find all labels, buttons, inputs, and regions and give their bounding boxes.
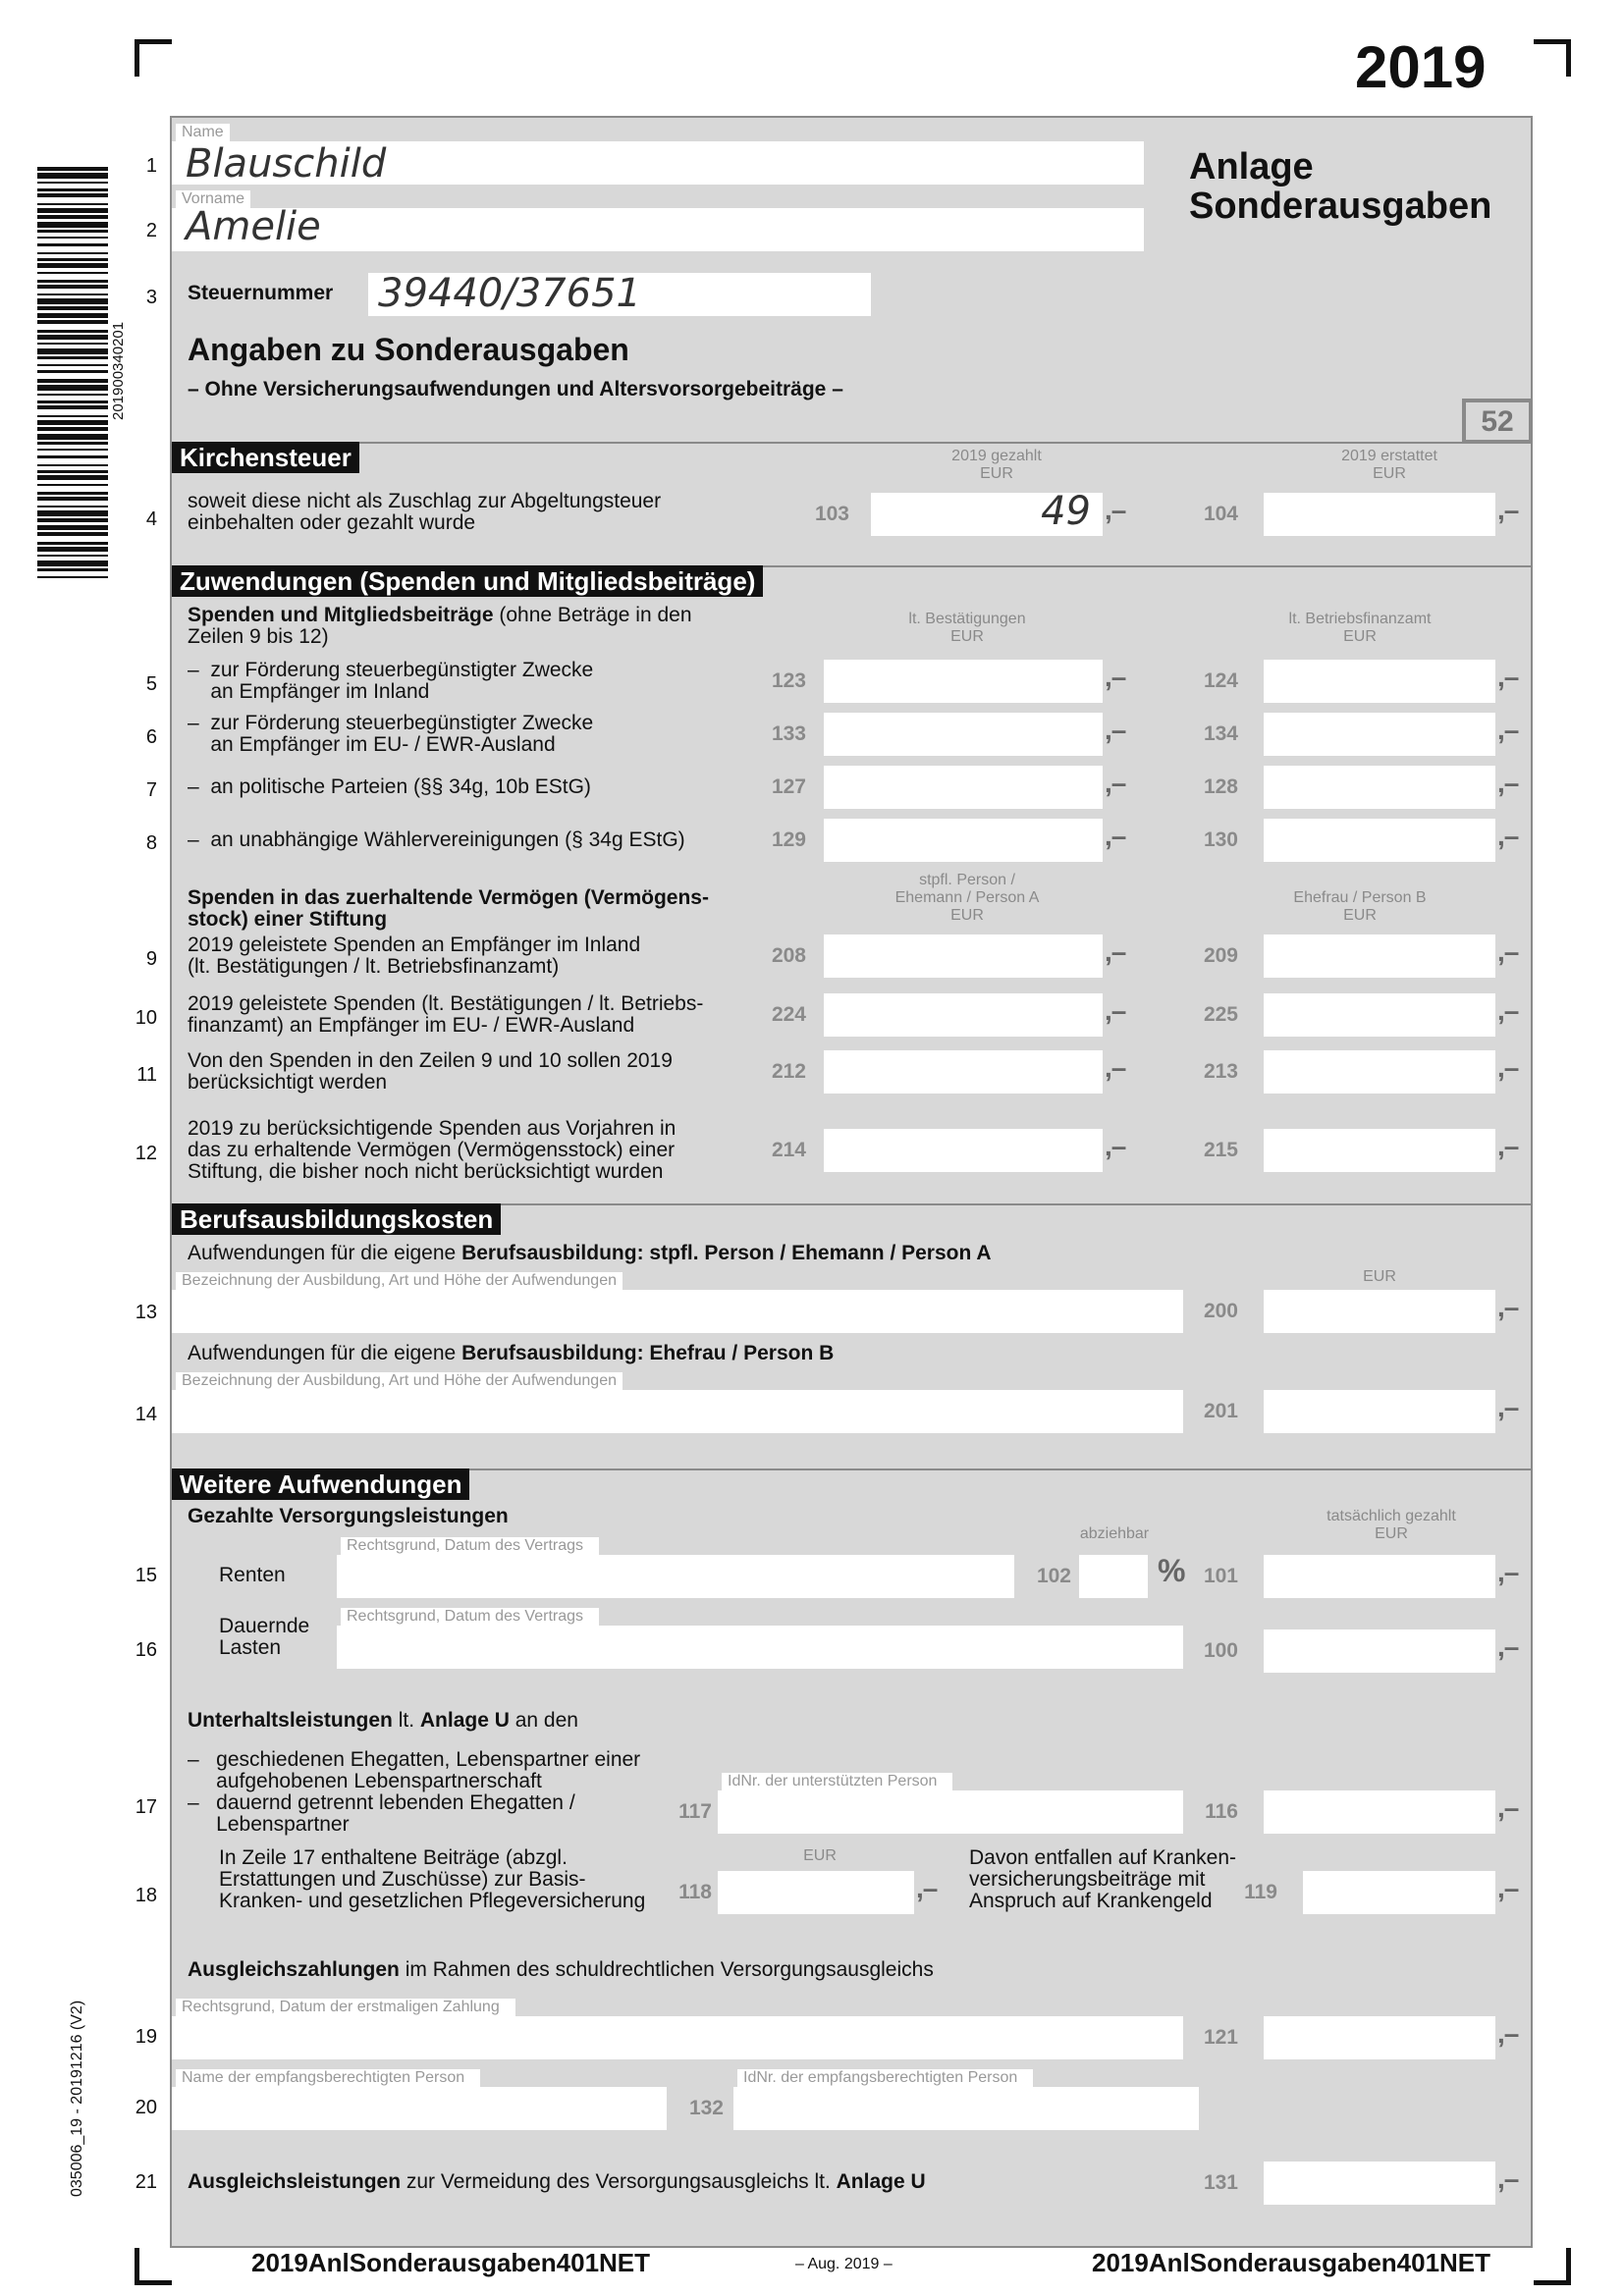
section-weitere: Weitere Aufwendungen bbox=[172, 1468, 469, 1500]
line-number: 11 bbox=[136, 1064, 157, 1086]
cents-133: ,– bbox=[1105, 715, 1126, 745]
code-103: 103 bbox=[814, 503, 849, 525]
name-value: Blauschild bbox=[186, 141, 387, 187]
ausbildung-a-amount-field[interactable] bbox=[1264, 1290, 1495, 1333]
cents-134: ,– bbox=[1497, 715, 1519, 745]
line-number: 21 bbox=[135, 2171, 157, 2193]
cents-104: ,– bbox=[1497, 495, 1519, 525]
amount-field-209[interactable] bbox=[1264, 934, 1495, 978]
cents-212: ,– bbox=[1105, 1052, 1126, 1083]
cents-225: ,– bbox=[1497, 995, 1519, 1026]
code-100: 100 bbox=[1203, 1639, 1238, 1662]
code-133: 133 bbox=[771, 722, 806, 745]
cents-101: ,– bbox=[1497, 1557, 1519, 1587]
row-text: 2019 zu berücksichtigende Spenden aus Vorjahren in das zu erhaltende Vermögen (Vermögensstock) einer Stiftung, die bisher noch nicht berücksichtigt wurden bbox=[188, 1117, 677, 1183]
unterhalt-amount-field[interactable] bbox=[1264, 1790, 1495, 1834]
row-text: 2019 geleistete Spenden (lt. Bestätigungen / lt. Betriebs- finanzamt) an Empfänger im EU- / EWR-Ausland bbox=[188, 992, 704, 1037]
cents-215: ,– bbox=[1497, 1131, 1519, 1161]
ausgleichsleistungen-amount-field[interactable] bbox=[1264, 2162, 1495, 2205]
name-berechtigt-field[interactable] bbox=[172, 2087, 667, 2130]
code-134: 134 bbox=[1203, 722, 1238, 745]
code-200: 200 bbox=[1203, 1300, 1238, 1322]
amount-field-130[interactable] bbox=[1264, 819, 1495, 862]
code-212: 212 bbox=[771, 1060, 806, 1083]
code-117: 117 bbox=[678, 1800, 712, 1823]
line-number: 13 bbox=[135, 1302, 157, 1323]
idnr-unterstuetzt-label: IdNr. der unterstützten Person bbox=[722, 1773, 952, 1790]
renten-amount-field[interactable] bbox=[1264, 1555, 1495, 1598]
row-21-text: Ausgleichsleistungen zur Vermeidung des Versorgungsausgleichs lt. Anlage U bbox=[188, 2170, 926, 2193]
ausbildung-b-amount-field[interactable] bbox=[1264, 1390, 1495, 1433]
code-121: 121 bbox=[1203, 2026, 1238, 2049]
line-number: 12 bbox=[135, 1143, 157, 1164]
cents-127: ,– bbox=[1105, 768, 1126, 798]
amount-field-133[interactable] bbox=[824, 713, 1103, 756]
row-18-right-text: Davon entfallen auf Kranken- versicherungsbeiträge mit Anspruch auf Krankengeld bbox=[969, 1846, 1237, 1912]
section-heading: Angaben zu Sonderausgaben bbox=[188, 332, 629, 367]
amount-field-214[interactable] bbox=[824, 1129, 1103, 1172]
code-130: 130 bbox=[1203, 828, 1238, 851]
amount-field-213[interactable] bbox=[1264, 1050, 1495, 1094]
kirchensteuer-gezahlt-field[interactable] bbox=[871, 489, 1103, 536]
line-number: 18 bbox=[135, 1885, 157, 1906]
line-number: 14 bbox=[135, 1404, 157, 1425]
name-berechtigt-label: Name der empfangsberechtigten Person bbox=[176, 2069, 480, 2087]
code-124: 124 bbox=[1203, 669, 1238, 692]
line-number: 7 bbox=[145, 779, 157, 801]
code-119: 119 bbox=[1244, 1881, 1277, 1903]
code-128: 128 bbox=[1203, 775, 1238, 798]
renten-rechtsgrund-field[interactable] bbox=[337, 1555, 1014, 1598]
ausbildung-a-field[interactable] bbox=[172, 1290, 1183, 1333]
amount-field-128[interactable] bbox=[1264, 766, 1495, 809]
crop-mark-bottom-right bbox=[1534, 2248, 1571, 2285]
lasten-label: Dauernde Lasten bbox=[219, 1615, 310, 1659]
vorname-value: Amelie bbox=[186, 204, 321, 249]
section-zuwendungen: Zuwendungen (Spenden und Mitgliedsbeiträge) bbox=[172, 565, 763, 597]
form-year: 2019 bbox=[1355, 34, 1487, 100]
stiftung-col-person-b: Ehefrau / Person B EUR bbox=[1293, 889, 1427, 924]
amount-field-129[interactable] bbox=[824, 819, 1103, 862]
cents-209: ,– bbox=[1497, 936, 1519, 967]
line-number: 6 bbox=[145, 726, 157, 748]
idnr-berechtigt-label: IdNr. der empfangsberechtigten Person bbox=[737, 2069, 1033, 2087]
code-208: 208 bbox=[771, 944, 806, 967]
line-number: 5 bbox=[145, 673, 157, 695]
name-label: Name bbox=[176, 124, 230, 141]
amount-field-208[interactable] bbox=[824, 934, 1103, 978]
section-kirchensteuer: Kirchensteuer bbox=[172, 442, 359, 473]
line-number: 15 bbox=[135, 1565, 157, 1586]
ausbildung-field-label-b: Bezeichnung der Ausbildung, Art und Höhe der Aufwendungen bbox=[176, 1372, 623, 1390]
row-text: 2019 geleistete Spenden an Empfänger im Inland (lt. Bestätigungen / lt. Betriebsfinanzamt) bbox=[188, 934, 641, 978]
code-104: 104 bbox=[1203, 503, 1238, 525]
crop-mark-bottom-left bbox=[135, 2248, 172, 2285]
cents-100: ,– bbox=[1497, 1631, 1519, 1662]
cents-214: ,– bbox=[1105, 1131, 1126, 1161]
form-frame bbox=[170, 116, 1533, 2248]
code-215: 215 bbox=[1203, 1139, 1238, 1161]
kirchensteuer-erstattet-field[interactable] bbox=[1264, 493, 1495, 536]
code-118: 118 bbox=[678, 1881, 712, 1903]
code-214: 214 bbox=[771, 1139, 806, 1161]
lasten-amount-field[interactable] bbox=[1264, 1629, 1495, 1673]
row-17-text: – geschiedenen Ehegatten, Lebenspartner einer aufgehobenen Lebenspartnerschaft – dauernd getrennt lebenden Ehegatten / Lebenspartner bbox=[188, 1748, 641, 1836]
tatsaechlich-col: tatsächlich gezahlt EUR bbox=[1326, 1508, 1456, 1542]
line-number: 8 bbox=[145, 832, 157, 854]
row-13-heading: Aufwendungen für die eigene Berufsausbildung: stpfl. Person / Ehemann / Person A bbox=[188, 1242, 992, 1264]
line-number: 17 bbox=[135, 1796, 157, 1818]
code-209: 209 bbox=[1203, 944, 1238, 967]
ausbildung-b-field[interactable] bbox=[172, 1390, 1183, 1433]
steuernummer-value: 39440/37651 bbox=[378, 271, 641, 316]
amount-field-225[interactable] bbox=[1264, 993, 1495, 1037]
code-116: 116 bbox=[1205, 1800, 1238, 1823]
cents-200: ,– bbox=[1497, 1292, 1519, 1322]
cents-103: ,– bbox=[1105, 495, 1126, 525]
row-14-heading: Aufwendungen für die eigene Berufsausbildung: Ehefrau / Person B bbox=[188, 1342, 835, 1364]
idnr-berechtigt-field[interactable] bbox=[733, 2087, 1199, 2130]
cents-119: ,– bbox=[1497, 1873, 1519, 1903]
versorgung-title: Gezahlte Versorgungsleistungen bbox=[188, 1505, 509, 1527]
line-number: 2 bbox=[145, 220, 157, 241]
percent-sign: % bbox=[1158, 1553, 1186, 1588]
amount-field-123[interactable] bbox=[824, 660, 1103, 703]
section-subheading: – Ohne Versicherungsaufwendungen und Altersvorsorgebeiträge – bbox=[188, 378, 843, 400]
side-reference: 035006_19 - 20191216 (V2) bbox=[69, 2000, 85, 2197]
ausgleich-rechtsgrund-field[interactable] bbox=[172, 2016, 1183, 2059]
crop-mark-top-right bbox=[1534, 39, 1571, 77]
zuwendungen-intro: Spenden und Mitgliedsbeiträge (ohne Beträge in den Zeilen 9 bis 12) bbox=[188, 604, 692, 648]
cents-131: ,– bbox=[1497, 2163, 1519, 2194]
cents-201: ,– bbox=[1497, 1392, 1519, 1422]
line-number: 10 bbox=[135, 1007, 157, 1029]
lasten-rechtsgrund-field[interactable] bbox=[337, 1626, 1183, 1669]
form-title: Anlage Sonderausgaben bbox=[1189, 146, 1492, 227]
code-213: 213 bbox=[1203, 1060, 1238, 1083]
cents-224: ,– bbox=[1105, 995, 1126, 1026]
ausbildung-col-eur: EUR bbox=[1363, 1268, 1396, 1285]
footer-left: 2019AnlSonderausgaben401NET bbox=[251, 2248, 651, 2277]
kirchensteuer-gezahlt-value: 49 bbox=[1041, 489, 1091, 534]
row-text: – zur Förderung steuerbegünstigter Zwecke an Empfänger im Inland bbox=[188, 659, 594, 703]
stiftung-col-person-a: stpfl. Person / Ehemann / Person A EUR bbox=[894, 872, 1040, 924]
line-number: 1 bbox=[145, 155, 157, 177]
code-101: 101 bbox=[1203, 1565, 1238, 1587]
line-number: 4 bbox=[145, 508, 157, 530]
cents-118: ,– bbox=[916, 1873, 938, 1903]
krankengeld-field[interactable] bbox=[1303, 1871, 1495, 1914]
code-123: 123 bbox=[771, 669, 806, 692]
barcode-number: 201900340201 bbox=[110, 321, 127, 420]
zuwendungen-col-bestaetigungen: lt. Bestätigungen EUR bbox=[908, 611, 1026, 645]
footer-center: – Aug. 2019 – bbox=[795, 2256, 893, 2272]
line-number: 3 bbox=[145, 287, 157, 308]
row-text: – an politische Parteien (§§ 34g, 10b EStG) bbox=[188, 775, 591, 798]
line-number: 16 bbox=[135, 1639, 157, 1661]
barcode-icon bbox=[37, 167, 108, 579]
amount-field-124[interactable] bbox=[1264, 660, 1495, 703]
cents-130: ,– bbox=[1497, 821, 1519, 851]
line-number: 9 bbox=[145, 948, 157, 970]
row-18-text: In Zeile 17 enthaltene Beiträge (abzgl. Erstattungen und Zuschüsse) zur Basis- Kranken- und gesetzlichen Pflegeversicherung bbox=[219, 1846, 646, 1912]
amount-field-134[interactable] bbox=[1264, 713, 1495, 756]
code-224: 224 bbox=[771, 1003, 806, 1026]
amount-field-127[interactable] bbox=[824, 766, 1103, 809]
line-number: 20 bbox=[135, 2097, 157, 2118]
cents-213: ,– bbox=[1497, 1052, 1519, 1083]
steuernummer-field[interactable] bbox=[368, 273, 871, 316]
code-225: 225 bbox=[1203, 1003, 1238, 1026]
row-18-eur: EUR bbox=[803, 1847, 837, 1864]
kirchensteuer-col-gezahlt: 2019 gezahlt EUR bbox=[951, 448, 1042, 482]
rechtsgrund-zahlung-label: Rechtsgrund, Datum der erstmaligen Zahlung bbox=[176, 1999, 515, 2016]
ausgleichszahlungen-heading: Ausgleichszahlungen im Rahmen des schuldrechtlichen Versorgungsausgleichs bbox=[188, 1958, 934, 1981]
ausbildung-field-label-a: Bezeichnung der Ausbildung, Art und Höhe der Aufwendungen bbox=[176, 1272, 623, 1290]
cents-128: ,– bbox=[1497, 768, 1519, 798]
cents-208: ,– bbox=[1105, 936, 1126, 967]
form-code-badge: 52 bbox=[1462, 399, 1533, 444]
cents-116: ,– bbox=[1497, 1792, 1519, 1823]
vorname-field[interactable] bbox=[172, 204, 1144, 251]
basis-kranken-field[interactable] bbox=[718, 1871, 914, 1914]
renten-abziehbar-field[interactable] bbox=[1079, 1555, 1148, 1598]
cents-123: ,– bbox=[1105, 662, 1126, 692]
unterhalt-heading: Unterhaltsleistungen lt. Anlage U an den bbox=[188, 1709, 578, 1732]
code-131: 131 bbox=[1203, 2171, 1238, 2194]
code-129: 129 bbox=[771, 828, 806, 851]
row-text: – an unabhängige Wählervereinigungen (§ 34g EStG) bbox=[188, 828, 685, 851]
row-text: Von den Spenden in den Zeilen 9 und 10 sollen 2019 berücksichtigt werden bbox=[188, 1049, 673, 1094]
kirchensteuer-col-erstattet: 2019 erstattet EUR bbox=[1341, 448, 1437, 482]
cents-121: ,– bbox=[1497, 2018, 1519, 2049]
footer-right: 2019AnlSonderausgaben401NET bbox=[1092, 2248, 1491, 2277]
code-201: 201 bbox=[1203, 1400, 1238, 1422]
code-127: 127 bbox=[771, 775, 806, 798]
name-field[interactable] bbox=[172, 141, 1144, 185]
amount-field-224[interactable] bbox=[824, 993, 1103, 1037]
line-number: 19 bbox=[135, 2026, 157, 2048]
row-text: – zur Förderung steuerbegünstigter Zwecke an Empfänger im EU- / EWR-Ausland bbox=[188, 712, 594, 756]
rechtsgrund-label-renten: Rechtsgrund, Datum des Vertrags bbox=[341, 1537, 599, 1555]
rechtsgrund-label-lasten: Rechtsgrund, Datum des Vertrags bbox=[341, 1608, 599, 1626]
amount-field-212[interactable] bbox=[824, 1050, 1103, 1094]
idnr-unterstuetzt-field[interactable] bbox=[718, 1790, 1183, 1834]
crop-mark-top-left bbox=[135, 39, 172, 77]
row-4-text: soweit diese nicht als Zuschlag zur Abgeltungsteuer einbehalten oder gezahlt wurde bbox=[188, 490, 662, 534]
cents-124: ,– bbox=[1497, 662, 1519, 692]
stiftung-title: Spenden in das zuerhaltende Vermögen (Vermögens- stock) einer Stiftung bbox=[188, 886, 709, 931]
steuernummer-label: Steuernummer bbox=[188, 282, 334, 304]
code-132: 132 bbox=[688, 2097, 724, 2119]
abziehbar-col: abziehbar bbox=[1079, 1525, 1150, 1542]
cents-129: ,– bbox=[1105, 821, 1126, 851]
zuwendungen-col-betriebsfinanzamt: lt. Betriebsfinanzamt EUR bbox=[1288, 611, 1432, 645]
renten-label: Renten bbox=[219, 1564, 286, 1586]
amount-field-215[interactable] bbox=[1264, 1129, 1495, 1172]
ausgleich-amount-field[interactable] bbox=[1264, 2016, 1495, 2059]
vorname-label: Vorname bbox=[176, 190, 250, 208]
section-berufsausbildung: Berufsausbildungskosten bbox=[172, 1203, 501, 1235]
code-102: 102 bbox=[1036, 1565, 1071, 1587]
